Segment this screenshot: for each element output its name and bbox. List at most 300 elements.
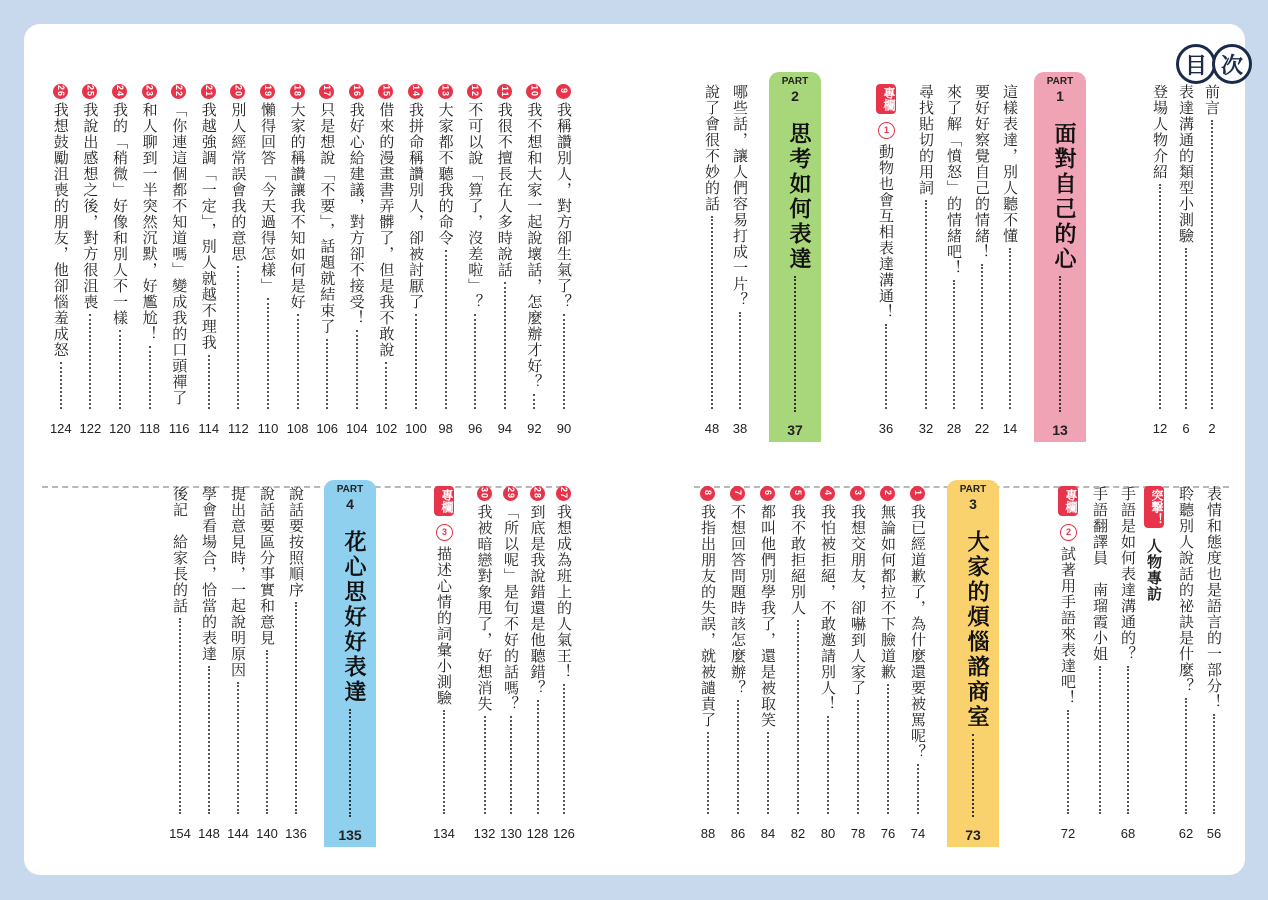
part1-item-3[interactable] [944, 84, 964, 439]
consult-item-2-label: 無論如何都拉不下臉道歉 [879, 504, 897, 680]
part1-item-2-label: 要好好察覺自己的情緒！ [973, 84, 991, 260]
part1-item-1-text [1000, 84, 1020, 244]
consult-item-30-leader [484, 716, 486, 814]
part1-item-2-text [972, 84, 992, 260]
top-right-item-2-label: 表達溝通的類型小測驗 [1177, 84, 1195, 244]
consult-item-8-text [698, 486, 718, 728]
consult-item-2[interactable] [878, 486, 898, 844]
column-3-leader [443, 710, 445, 814]
consult-item-24-leader [119, 330, 121, 409]
column-1-tag: 專欄 [876, 84, 896, 114]
consult-item-7[interactable] [728, 486, 748, 844]
part2-item-2-leader [711, 216, 713, 409]
consult-item-12[interactable] [465, 84, 485, 439]
consult-item-8-number-badge: 8 [700, 486, 715, 501]
consult-item-9-text [554, 84, 574, 310]
part-4-banner-label: PART [336, 484, 364, 495]
part-4-banner[interactable] [324, 480, 376, 847]
title-char-1: 目 [1176, 44, 1216, 84]
consult-item-18-page-number: 108 [286, 421, 309, 436]
consult-item-7-page-number: 86 [730, 826, 746, 841]
part4-item-5-leader [179, 618, 181, 814]
consult-item-23[interactable] [140, 84, 160, 439]
consult-item-14-leader [415, 314, 417, 409]
part2-item-2-text [702, 84, 722, 212]
consult-item-17-page-number: 106 [316, 421, 339, 436]
part2-item-2[interactable] [702, 84, 722, 439]
toc-page [24, 24, 1245, 875]
part-1-banner-leader [1059, 276, 1061, 412]
consult-item-1-page-number: 74 [910, 826, 926, 841]
consult-item-25-label: 我說出感想之後，對方很沮喪 [81, 102, 100, 310]
consult-item-8-label: 我指出朋友的失誤，就被譴責了 [699, 504, 717, 728]
consult-item-1[interactable] [908, 486, 928, 844]
consult-item-21[interactable] [199, 84, 219, 439]
consult-item-14-number-badge: 14 [408, 84, 423, 99]
part4-item-5-page-number: 154 [169, 826, 191, 841]
consult-item-19-number-badge: 19 [260, 84, 275, 99]
consult-item-25-number-badge: 25 [82, 84, 97, 99]
consult-item-30-page-number: 132 [473, 826, 496, 841]
consult-item-29[interactable] [501, 486, 521, 844]
consult-item-10-leader [533, 394, 535, 409]
consult-item-3-number-badge: 3 [850, 486, 865, 501]
consult-item-3-leader [857, 700, 859, 814]
consult-item-20-number-badge: 20 [230, 84, 245, 99]
consult-item-6-number-badge: 6 [760, 486, 775, 501]
part1-item-4-page-number: 32 [918, 421, 934, 436]
consult-item-11-page-number: 94 [497, 421, 513, 436]
consult-item-30-number-badge: 30 [477, 486, 492, 501]
consult-item-15-text [376, 84, 396, 358]
consult-item-18-label: 大家的稱讚讓我不知如何是好 [288, 102, 307, 310]
part4-item-3-label: 提出意見時，一起說明原因 [229, 486, 247, 678]
part-4-banner-number: 4 [346, 496, 354, 512]
consult-item-27-leader [563, 684, 565, 814]
consult-item-3-label: 我想交朋友，卻嚇到人家了 [849, 504, 867, 696]
consult-item-17-label: 只是想說「不要」，話題就結束了 [318, 102, 337, 335]
consult-item-22-text [169, 84, 189, 406]
part1-item-4-label: 尋找貼切的用詞 [917, 84, 935, 196]
consult-item-9-page-number: 90 [556, 421, 572, 436]
consult-item-29-leader [510, 716, 512, 814]
consult-item-28-text [528, 486, 548, 696]
consult-item-4-number-badge: 4 [820, 486, 835, 501]
bottom-right-item-1-page-number: 56 [1206, 826, 1222, 841]
consult-item-7-text [728, 486, 748, 696]
part1-item-4[interactable] [916, 84, 936, 439]
part4-item-1-page-number: 136 [285, 826, 307, 841]
consult-item-22-number-badge: 22 [171, 84, 186, 99]
bottom-right-item-1[interactable] [1204, 486, 1224, 844]
top-right-item-3-label: 登場人物介紹 [1151, 84, 1169, 180]
consult-item-3-text [848, 486, 868, 696]
consult-item-6-page-number: 84 [760, 826, 776, 841]
top-right-item-1[interactable] [1202, 84, 1222, 439]
consult-item-10[interactable] [524, 84, 544, 439]
part-2-banner-number: 2 [791, 88, 799, 104]
column-1-tag-number: 1 [878, 122, 895, 139]
bottom-right-item-1-text [1204, 486, 1224, 710]
consult-item-8-leader [707, 732, 709, 814]
consult-item-12-label: 不可以說「算了，沒差啦」？ [466, 102, 485, 310]
consult-item-4-page-number: 80 [820, 826, 836, 841]
part4-item-4[interactable] [199, 486, 219, 844]
consult-item-27-text [554, 486, 574, 680]
consult-item-15-leader [385, 362, 387, 409]
consult-item-9-label: 我稱讚別人，對方卻生氣了？ [555, 102, 573, 310]
interview-tag: 突撃！ [1144, 486, 1164, 528]
consult-item-29-text [501, 486, 521, 712]
interview-item-1-leader [1127, 666, 1129, 814]
consult-item-24-page-number: 120 [109, 421, 131, 436]
part1-item-3-page-number: 28 [946, 421, 962, 436]
consult-item-26-text [51, 84, 71, 358]
consult-item-16-label: 我好心給建議，對方卻不接受！ [347, 102, 366, 326]
consult-item-1-number-badge: 1 [910, 486, 925, 501]
consult-item-17-text [317, 84, 337, 335]
consult-item-12-text [465, 84, 485, 310]
consult-item-28-leader [537, 700, 539, 814]
interview-item-2-leader [1099, 666, 1101, 814]
column-1-page-number: 36 [878, 421, 894, 436]
bottom-right-item-1-label: 表情和態度也是語言的一部分！ [1205, 486, 1223, 710]
interview-item-2-label: 手語翻譯員 南瑠霞小姐 [1091, 486, 1109, 662]
part4-item-5-text [170, 486, 190, 614]
consult-item-5[interactable] [788, 486, 808, 844]
column-2-tag-number: 2 [1060, 524, 1077, 541]
consult-item-28[interactable] [528, 486, 548, 844]
consult-item-16-leader [356, 330, 358, 409]
part1-item-1-label: 這樣表達，別人聽不懂 [1001, 84, 1019, 244]
part-1-banner-number: 1 [1056, 88, 1064, 104]
consult-item-28-number-badge: 28 [530, 486, 545, 501]
part2-item-1-leader [739, 312, 741, 409]
top-right-item-2-text [1176, 84, 1196, 244]
column-2-text: 試著用手語來表達吧！ [1059, 546, 1077, 706]
part4-item-1-text [286, 486, 306, 598]
consult-item-6-leader [767, 732, 769, 814]
column-1[interactable] [876, 84, 896, 439]
consult-item-24-text [110, 84, 130, 326]
part4-item-4-label: 學會看場合，恰當的表達 [200, 486, 218, 662]
consult-item-8[interactable] [698, 486, 718, 844]
part-4-banner-leader [349, 709, 351, 817]
consult-item-21-text [199, 84, 219, 351]
interview-item-1-text [1118, 486, 1138, 662]
bottom-right-item-2[interactable] [1176, 486, 1196, 844]
consult-item-2-leader [887, 684, 889, 814]
consult-item-21-leader [208, 355, 210, 410]
part1-item-2-page-number: 22 [974, 421, 990, 436]
part-4-banner-page-number: 135 [338, 827, 362, 843]
consult-item-7-label: 不想回答問題時該怎麼辦？ [729, 504, 747, 696]
column-2-leader [1067, 710, 1069, 814]
consult-item-13[interactable] [436, 84, 456, 439]
consult-item-25-text [80, 84, 100, 310]
consult-item-21-page-number: 114 [198, 421, 220, 436]
consult-item-12-number-badge: 12 [467, 84, 482, 99]
consult-item-30[interactable] [475, 486, 495, 844]
consult-item-26-page-number: 124 [49, 421, 72, 436]
column-1-text: 動物也會互相表達溝通！ [877, 144, 895, 320]
consult-item-5-label: 我不敢拒絕別人 [789, 504, 807, 616]
consult-item-11-text [495, 84, 515, 278]
consult-item-23-page-number: 118 [139, 421, 160, 436]
part2-item-2-page-number: 48 [704, 421, 720, 436]
consult-item-23-text [140, 84, 160, 342]
consult-item-22[interactable] [169, 84, 189, 439]
consult-item-13-page-number: 98 [438, 421, 453, 436]
part4-item-3-page-number: 144 [227, 826, 249, 841]
part4-item-2-label: 說話要區分事實和意見 [258, 486, 276, 646]
consult-item-6-text [758, 486, 778, 728]
consult-item-23-number-badge: 23 [142, 84, 157, 99]
consult-item-20-page-number: 112 [228, 421, 249, 436]
column-3-tag: 專欄 [434, 486, 454, 516]
consult-item-9[interactable] [554, 84, 574, 439]
part-2-banner-label: PART [781, 76, 809, 87]
consult-item-26-leader [60, 362, 62, 409]
consult-item-27-page-number: 126 [553, 826, 575, 841]
top-right-item-1-leader [1211, 120, 1213, 409]
consult-item-19[interactable] [258, 84, 278, 439]
part-3-banner[interactable] [947, 480, 999, 847]
consult-item-28-page-number: 128 [526, 826, 549, 841]
consult-item-17[interactable] [317, 84, 337, 439]
part1-item-4-leader [925, 200, 927, 409]
bottom-right-item-2-label: 聆聽別人說話的祕訣是什麼？ [1177, 486, 1195, 694]
consult-item-21-label: 我越強調「一定」，別人就越不理我 [199, 102, 218, 351]
column-2[interactable] [1058, 486, 1078, 844]
part-4-banner-title: 花心思好好表達 [341, 530, 366, 705]
part4-item-3-leader [237, 682, 239, 814]
consult-item-18[interactable] [288, 84, 308, 439]
consult-item-10-page-number: 92 [527, 421, 542, 436]
consult-item-12-page-number: 96 [467, 421, 483, 436]
top-right-item-2-page-number: 6 [1182, 421, 1190, 436]
part1-item-2-leader [981, 264, 983, 409]
consult-item-20-leader [237, 266, 239, 409]
top-right-item-3-leader [1159, 184, 1161, 409]
consult-item-18-number-badge: 18 [290, 84, 305, 99]
consult-item-28-label: 到底是我說錯還是他聽錯？ [528, 504, 547, 696]
bottom-right-item-2-text [1176, 486, 1196, 694]
bottom-right-item-2-page-number: 62 [1178, 826, 1194, 841]
consult-item-13-leader [445, 250, 447, 409]
consult-item-26[interactable] [51, 84, 71, 439]
consult-item-6[interactable] [758, 486, 778, 844]
consult-item-11-leader [504, 282, 506, 409]
consult-item-10-number-badge: 10 [526, 84, 541, 99]
consult-item-23-leader [149, 346, 151, 409]
part1-item-3-text [944, 84, 964, 276]
part-1-banner-label: PART [1046, 76, 1074, 87]
consult-item-5-text [788, 486, 808, 616]
consult-item-5-page-number: 82 [790, 826, 806, 841]
consult-item-20-text [228, 84, 248, 262]
consult-item-25[interactable] [80, 84, 100, 439]
part2-item-1-label: 哪些話，讓人們容易打成一片？ [731, 84, 749, 308]
consult-item-5-number-badge: 5 [790, 486, 805, 501]
consult-item-14[interactable] [406, 84, 426, 439]
part4-item-2[interactable] [257, 486, 277, 844]
part2-item-1[interactable] [730, 84, 750, 439]
column-3-tag-number: 3 [436, 524, 453, 541]
part4-item-4-leader [208, 666, 210, 814]
consult-item-13-number-badge: 13 [438, 84, 453, 99]
consult-item-12-leader [474, 314, 476, 409]
consult-item-29-number-badge: 29 [503, 486, 518, 501]
part4-item-1-leader [295, 602, 297, 814]
consult-item-3[interactable] [848, 486, 868, 844]
consult-item-18-leader [297, 314, 299, 409]
part4-item-3-text [228, 486, 248, 678]
part-3-banner-leader [972, 734, 974, 817]
consult-item-29-label: 「所以呢」是句不好的話嗎？ [502, 504, 520, 712]
top-right-item-1-page-number: 2 [1208, 421, 1216, 436]
part1-item-4-text [916, 84, 936, 196]
consult-item-20[interactable] [228, 84, 248, 439]
part-2-banner-title: 思考如何表達 [786, 122, 811, 272]
bottom-right-item-1-leader [1213, 714, 1215, 814]
column-2-page-number: 72 [1060, 826, 1076, 841]
consult-item-22-page-number: 116 [168, 421, 190, 436]
consult-item-30-label: 我被暗戀對象甩了，好想消失 [475, 504, 494, 712]
part4-item-2-text [257, 486, 277, 646]
column-3-page-number: 134 [433, 826, 455, 841]
top-right-item-3-page-number: 12 [1152, 421, 1168, 436]
consult-item-13-label: 大家都不聽我的命令 [436, 102, 455, 246]
column-2-tag: 專欄 [1058, 486, 1078, 516]
consult-item-19-leader [267, 298, 269, 409]
consult-item-19-label: 懶得回答「今天過得怎樣」 [259, 102, 277, 294]
consult-item-1-leader [917, 764, 919, 814]
consult-item-14-label: 我拼命稱讚別人，卻被討厭了 [407, 102, 425, 310]
part-1-banner-title: 面對自己的心 [1051, 122, 1076, 272]
consult-item-26-label: 我想鼓勵沮喪的朋友，他卻惱羞成怒 [51, 102, 70, 358]
consult-item-7-number-badge: 7 [730, 486, 745, 501]
consult-item-15-page-number: 102 [375, 421, 398, 436]
consult-item-18-text [288, 84, 308, 310]
top-right-item-1-label: 前言 [1203, 84, 1221, 116]
consult-item-13-text [436, 84, 456, 246]
consult-item-2-page-number: 76 [880, 826, 896, 841]
consult-item-4-label: 我怕被拒絕，不敢邀請別人！ [819, 504, 837, 712]
consult-item-4-leader [827, 716, 829, 814]
column-3-text: 描述心情的詞彙小測驗 [435, 546, 453, 706]
part4-item-1[interactable] [286, 486, 306, 844]
consult-item-10-label: 我不想和大家一起說壞話，怎麼辦才好？ [525, 102, 544, 390]
consult-item-23-label: 和人聊到一半突然沉默，好尷尬！ [140, 102, 159, 342]
consult-item-21-number-badge: 21 [201, 84, 216, 99]
part1-item-2[interactable] [972, 84, 992, 439]
consult-item-6-label: 都叫他們別學我了，還是被取笑 [759, 504, 777, 728]
consult-item-25-page-number: 122 [79, 421, 102, 436]
consult-item-29-page-number: 130 [500, 826, 522, 841]
consult-item-2-text [878, 486, 898, 680]
consult-item-15-number-badge: 15 [378, 84, 393, 99]
consult-item-17-number-badge: 17 [319, 84, 334, 99]
interview-item-2-text [1090, 486, 1110, 662]
consult-item-15-label: 借來的漫畫書弄髒了，但是我不敢說 [377, 102, 396, 358]
consult-item-25-leader [89, 314, 91, 409]
interview-title: 人物專訪 [1145, 538, 1163, 602]
consult-item-5-leader [797, 620, 799, 814]
consult-item-16-number-badge: 16 [349, 84, 364, 99]
top-right-item-3-text [1150, 84, 1170, 180]
consult-item-27-number-badge: 27 [556, 486, 571, 501]
part2-item-2-label: 說了會很不妙的話 [703, 84, 721, 212]
consult-item-16[interactable] [347, 84, 367, 439]
part1-item-3-label: 來了解「憤怒」的情緒吧！ [945, 84, 963, 276]
part1-item-1[interactable] [1000, 84, 1020, 439]
part-2-banner-leader [794, 276, 796, 412]
consult-item-22-label: 「你連這個都不知道嗎」變成我的口頭禪了 [170, 102, 189, 406]
part1-item-3-leader [953, 280, 955, 409]
interview-item-1[interactable] [1118, 486, 1138, 844]
consult-item-16-text [347, 84, 367, 326]
top-right-item-2[interactable] [1176, 84, 1196, 439]
consult-item-17-leader [326, 339, 328, 410]
consult-item-7-leader [737, 700, 739, 814]
consult-item-24-number-badge: 24 [112, 84, 127, 99]
part-3-banner-title: 大家的煩惱諮商室 [964, 530, 989, 730]
top-right-item-1-text [1202, 84, 1222, 116]
interview-item-2[interactable] [1090, 486, 1110, 844]
consult-item-10-text [524, 84, 544, 390]
consult-item-26-number-badge: 26 [53, 84, 68, 99]
part1-item-1-leader [1009, 248, 1011, 409]
part4-item-5[interactable] [170, 486, 190, 844]
consult-item-20-label: 別人經常誤會我的意思 [229, 102, 248, 262]
bottom-right-item-2-leader [1185, 698, 1187, 814]
interview-item-1-label: 手語是如何表達溝通的？ [1119, 486, 1137, 662]
consult-item-11-label: 我很不擅長在人多時說話 [495, 102, 514, 278]
part-2-banner[interactable] [769, 72, 821, 442]
toc-title [1176, 44, 1254, 86]
top-right-item-2-leader [1185, 248, 1187, 409]
consult-item-14-text [406, 84, 426, 310]
part2-item-1-page-number: 38 [732, 421, 748, 436]
consult-item-15[interactable] [376, 84, 396, 439]
part-1-banner-page-number: 13 [1052, 422, 1068, 438]
consult-item-2-number-badge: 2 [880, 486, 895, 501]
consult-item-11[interactable] [495, 84, 515, 439]
consult-item-1-label: 我已經道歉了，為什麼還要被罵呢？ [909, 504, 927, 760]
part4-item-3[interactable] [228, 486, 248, 844]
part-3-banner-page-number: 73 [965, 827, 981, 843]
part-3-banner-number: 3 [969, 496, 977, 512]
consult-item-24-label: 我的「稍微」好像和別人不一樣 [111, 102, 129, 326]
part4-item-2-page-number: 140 [256, 826, 278, 841]
part4-item-4-text [199, 486, 219, 662]
consult-item-9-number-badge: 9 [556, 84, 571, 99]
column-1-leader [885, 324, 887, 409]
consult-item-24[interactable] [110, 84, 130, 439]
part4-item-5-label: 後記 給家長的話 [171, 486, 189, 614]
top-right-item-3[interactable] [1150, 84, 1170, 439]
column-3[interactable] [434, 486, 454, 844]
consult-item-1-text [908, 486, 928, 760]
consult-item-27[interactable] [554, 486, 574, 844]
consult-item-4-text [818, 486, 838, 712]
consult-item-4[interactable] [818, 486, 838, 844]
interview-heading[interactable] [1144, 486, 1164, 636]
consult-item-9-leader [563, 314, 565, 409]
part-1-banner[interactable] [1034, 72, 1086, 442]
interview-item-1-page-number: 68 [1120, 826, 1136, 841]
